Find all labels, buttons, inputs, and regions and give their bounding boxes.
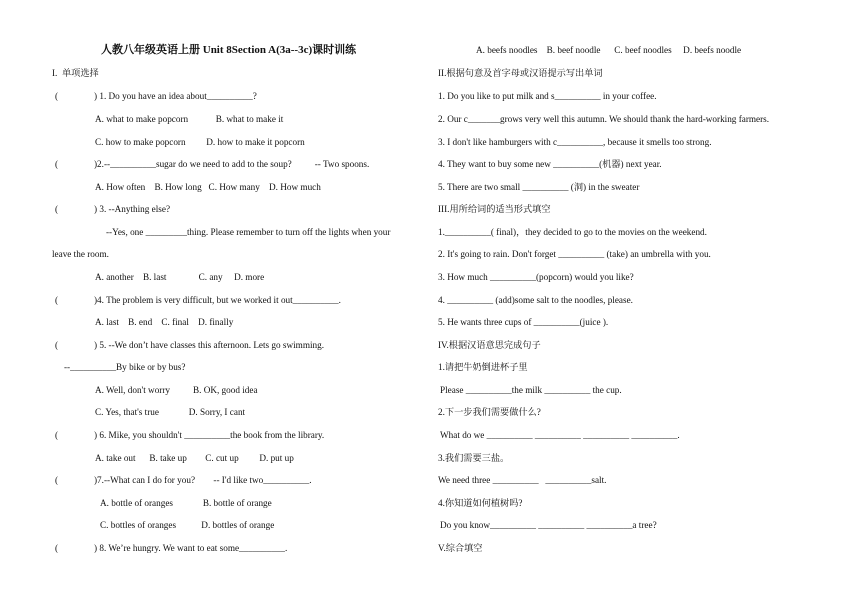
section-4-answer-2: What do we __________ __________ __________ __________. (440, 430, 680, 440)
q7-options-ab: A. bottle of oranges B. bottle of orange (100, 498, 272, 508)
q6-options: A. take out B. take up C. cut up D. put up (95, 453, 294, 463)
section-2-heading: II.根据句意及首字母或汉语提示写出单词 (438, 68, 603, 78)
section-1-heading: I. 单项选择 (52, 68, 99, 78)
question-2: )2.--__________sugar do we need to add to the soup? -- Two spoons. (94, 159, 370, 169)
section-4-answer-4: Do you know__________ __________ __________a tree? (440, 520, 657, 530)
question-4: )4. The problem is very difficult, but we worked it out__________. (94, 295, 341, 305)
q5-line-2: --__________By bike or by bus? (64, 362, 186, 372)
q3-line-2: --Yes, one _________thing. Please remember to turn off the lights when your (106, 227, 391, 237)
q8-options: A. beefs noodles B. beef noodle C. beef noodles D. beefs noodle (476, 45, 742, 55)
q4-options: A. last B. end C. final D. finally (95, 317, 234, 327)
question-8: ) 8. We’re hungry. We want to eat some__________. (94, 543, 288, 553)
question-1: ) 1. Do you have an idea about__________? (94, 91, 257, 101)
question-6: ) 6. Mike, you shouldn't __________the book from the library. (94, 430, 325, 440)
section-4-heading: IV.根据汉语意思完成句子 (438, 340, 541, 350)
q1-options-cd: C. how to make popcorn D. how to make it popcorn (95, 137, 305, 147)
page-title: 人教八年级英语上册 Unit 8Section A(3a--3c)课时训练 (101, 44, 357, 56)
answer-paren: ( (55, 295, 59, 305)
q5-options-cd: C. Yes, that's true D. Sorry, I cant (95, 407, 246, 417)
answer-paren: ( (55, 340, 59, 350)
section-3-item-4: 4. __________ (add)some salt to the noodles, please. (438, 295, 633, 305)
question-3: ) 3. --Anything else? (94, 204, 171, 214)
answer-paren: ( (55, 543, 59, 553)
section-4-item-3: 3.我们需要三盐。 (438, 453, 510, 463)
section-4-item-2: 2.下一步我们需要做什么? (438, 407, 541, 417)
section-2-item-3: 3. I don't like hamburgers with c__________, because it smells too strong. (438, 137, 712, 147)
answer-paren: ( (55, 159, 59, 169)
answer-paren: ( (55, 430, 59, 440)
answer-paren: ( (55, 475, 59, 485)
section-2-item-1: 1. Do you like to put milk and s__________ in your coffee. (438, 91, 657, 101)
section-4-item-4: 4.你知道如何植树吗? (438, 498, 523, 508)
section-3-heading: III.用所给词的适当形式填空 (438, 204, 551, 214)
section-4-answer-1: Please __________the milk __________ the cup. (440, 385, 622, 395)
q3-options: A. another B. last C. any D. more (95, 272, 265, 282)
question-7: )7.--What can I do for you? -- I'd like two__________. (94, 475, 312, 485)
question-5: ) 5. --We don’t have classes this afternoon. Lets go swimming. (94, 340, 325, 350)
q7-options-cd: C. bottles of oranges D. bottles of orange (100, 520, 275, 530)
q2-options: A. How often B. How long C. How many D. How much (95, 182, 321, 192)
answer-paren: ( (55, 204, 59, 214)
section-3-item-5: 5. He wants three cups of __________(juice ). (438, 317, 609, 327)
section-3-item-3: 3. How much __________(popcorn) would you like? (438, 272, 634, 282)
q3-line-3: leave the room. (52, 249, 109, 259)
q1-options-ab: A. what to make popcorn B. what to make it (95, 114, 284, 124)
q5-options-ab: A. Well, don't worry B. OK, good idea (95, 385, 258, 395)
section-3-item-1: 1.__________( final)，they decided to go to the movies on the weekend. (438, 227, 707, 237)
section-3-item-2: 2. It's going to rain. Don't forget __________ (take) an umbrella with you. (438, 249, 711, 259)
section-4-item-1: 1.请把牛奶倒进杯子里 (438, 362, 528, 372)
section-4-answer-3: We need three __________ __________salt. (438, 475, 607, 485)
section-2-item-5: 5. There are two small __________ (洞) in the sweater (438, 182, 640, 192)
section-2-item-2: 2. Our c_______grows very well this autumn. We should thank the hard-working farmers. (438, 114, 770, 124)
answer-paren: ( (55, 91, 59, 101)
section-5-heading: V.综合填空 (438, 543, 483, 553)
section-2-item-4: 4. They want to buy some new __________(机器) next year. (438, 159, 662, 169)
